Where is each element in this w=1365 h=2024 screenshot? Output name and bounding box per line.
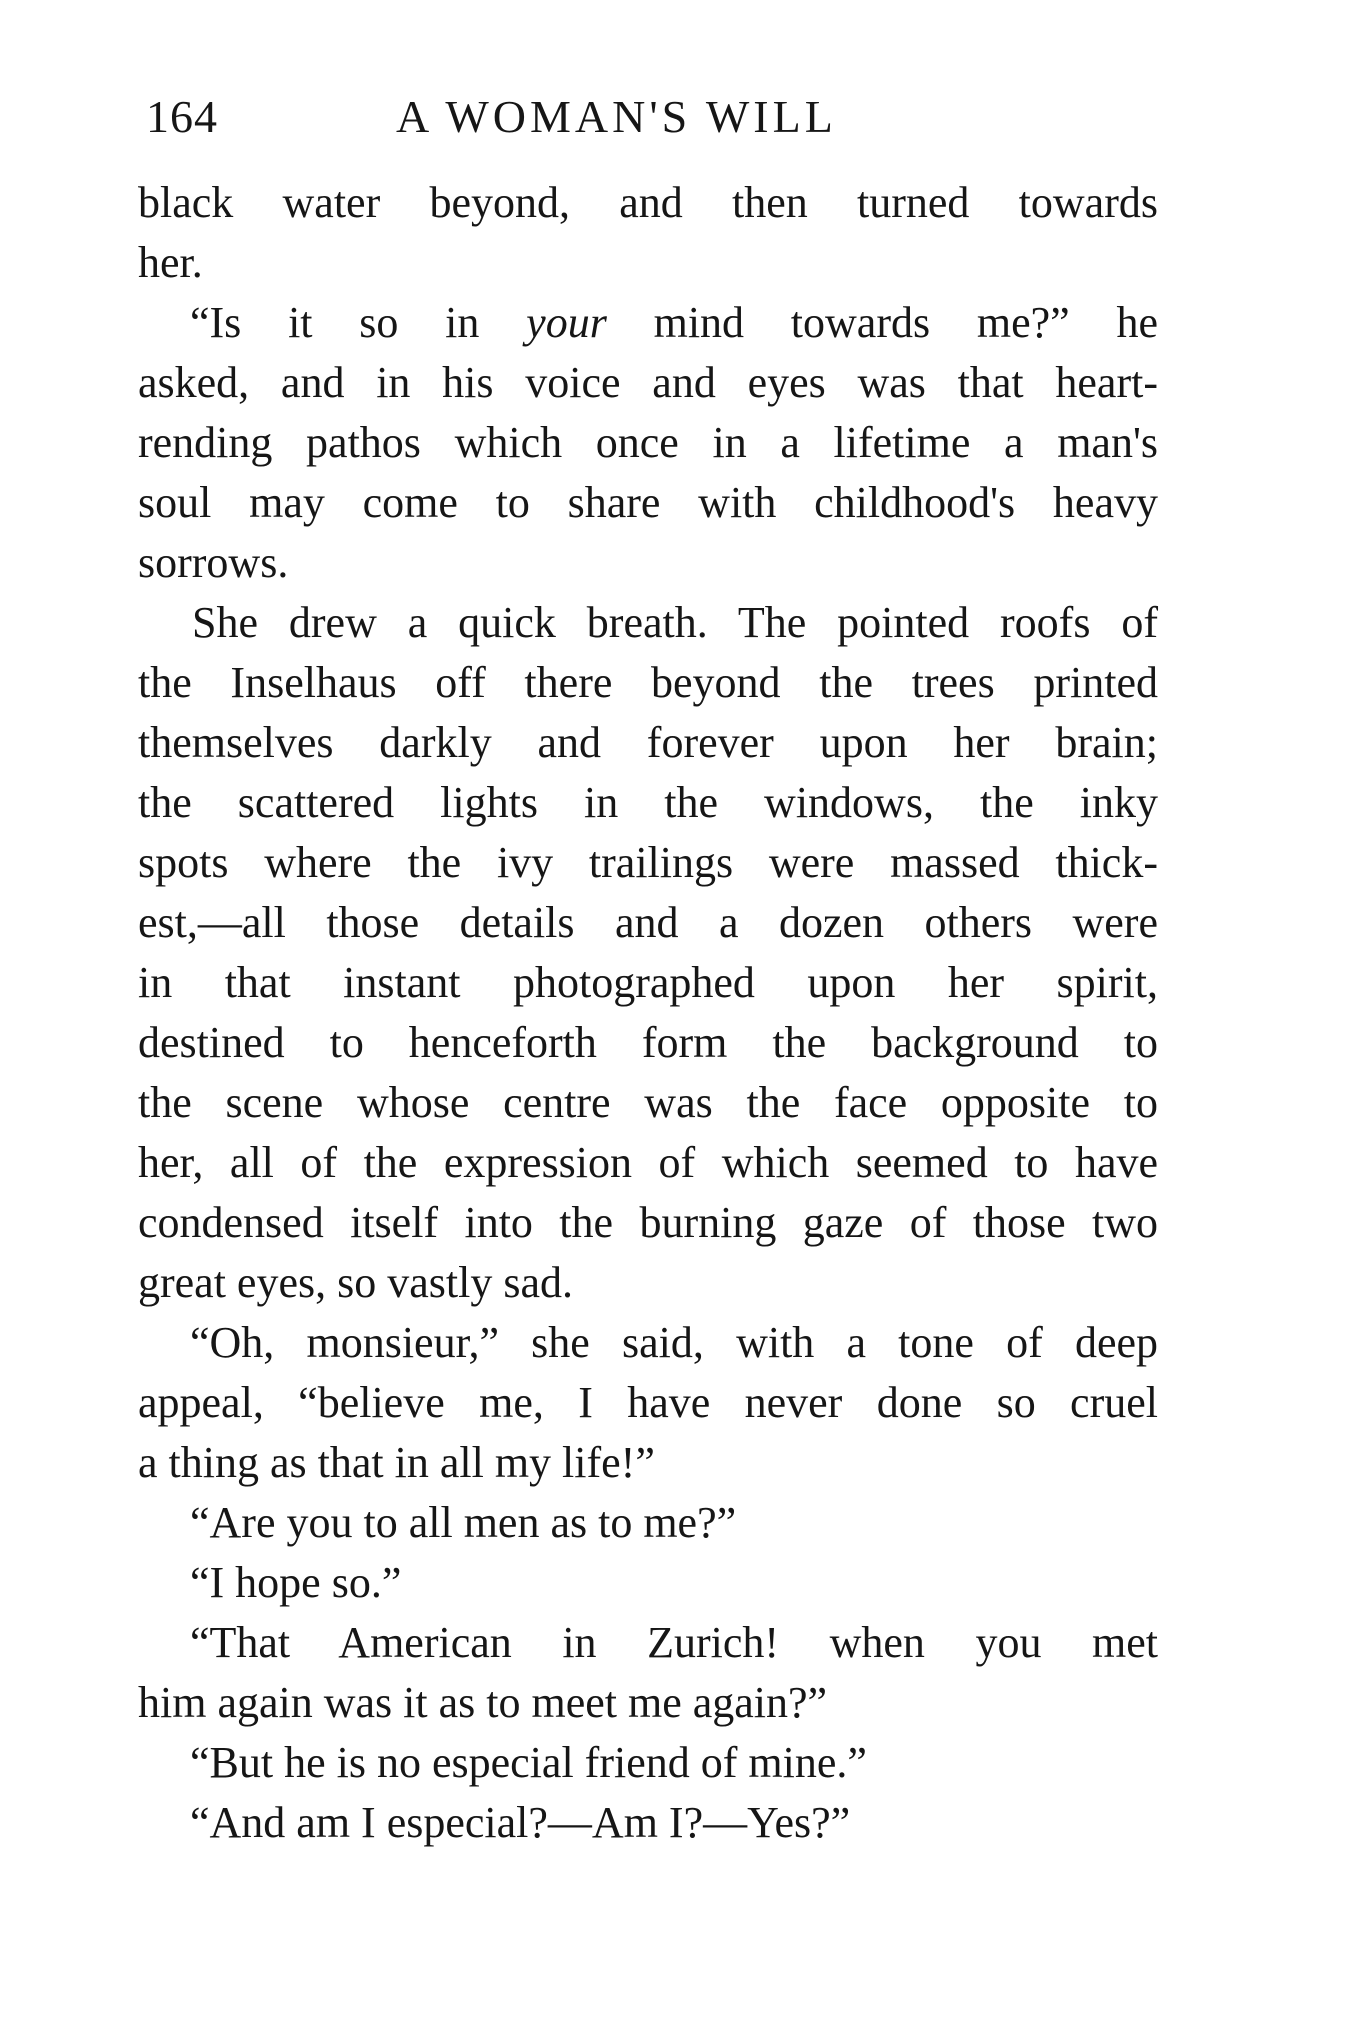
text-line: “But he is no especial friend of mine.” xyxy=(190,1738,867,1787)
text-line: est,—all those details and a dozen others were xyxy=(138,898,1158,947)
text-line: great eyes, so vastly sad. xyxy=(138,1258,573,1307)
text-line: him again was it as to meet me again?” xyxy=(138,1678,828,1727)
page-number: 164 xyxy=(146,91,218,142)
text-line: sorrows. xyxy=(138,538,289,587)
text-line: spots where the ivy trailings were massed thick- xyxy=(138,838,1158,887)
text-line: condensed itself into the burning gaze of those two xyxy=(138,1198,1158,1247)
text-line: a thing as that in all my life!” xyxy=(138,1438,655,1487)
text-line: “Is it so in your mind towards me?” he xyxy=(190,298,1158,347)
running-title: A WOMAN'S WILL xyxy=(396,91,837,142)
text-line: “That American in Zurich! when you met xyxy=(190,1618,1158,1667)
page-header xyxy=(146,72,1226,142)
text-line: themselves darkly and forever upon her brain; xyxy=(138,718,1158,767)
italic-emphasis: your xyxy=(526,298,607,347)
text-line: “Are you to all men as to me?” xyxy=(190,1498,737,1547)
text-line: She drew a quick breath. The pointed roofs of xyxy=(192,598,1158,647)
text-line: her. xyxy=(138,238,203,287)
text-line: “I hope so.” xyxy=(190,1558,402,1607)
text-line: “And am I especial?—Am I?—Yes?” xyxy=(190,1798,851,1847)
text-line: soul may come to share with childhood's heavy xyxy=(138,478,1158,527)
text-line: “Oh, monsieur,” she said, with a tone of deep xyxy=(190,1318,1158,1367)
text-line: rending pathos which once in a lifetime a man's xyxy=(138,418,1158,467)
text-line: her, all of the expression of which seemed to have xyxy=(138,1138,1158,1187)
text-line: in that instant photographed upon her spirit, xyxy=(138,958,1158,1007)
text-line: black water beyond, and then turned towards xyxy=(138,178,1158,227)
text-line: the Inselhaus off there beyond the trees printed xyxy=(138,658,1158,707)
body-text xyxy=(138,173,1158,1853)
text-line: asked, and in his voice and eyes was that heart- xyxy=(138,358,1158,407)
text-line: destined to henceforth form the background to xyxy=(138,1018,1158,1067)
text-line: the scattered lights in the windows, the inky xyxy=(138,778,1158,827)
text-line: appeal, “believe me, I have never done so cruel xyxy=(138,1378,1158,1427)
text-line: the scene whose centre was the face opposite to xyxy=(138,1078,1158,1127)
